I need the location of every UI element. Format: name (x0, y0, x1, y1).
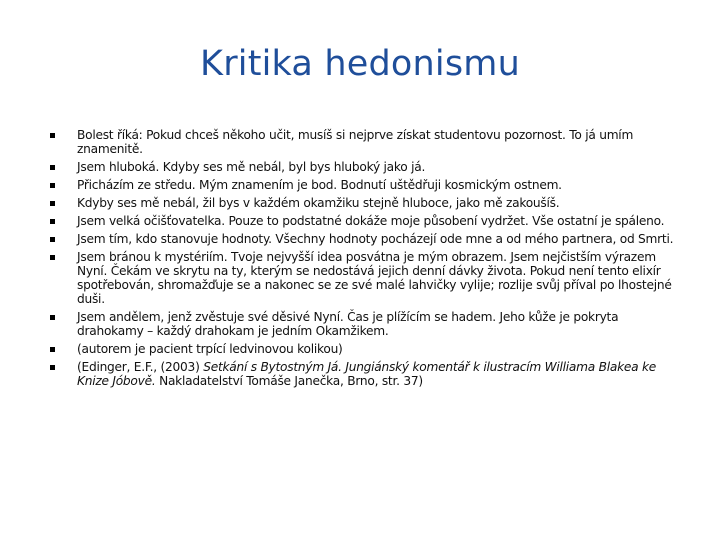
item-text: Jsem bránou k mystériím. Tvoje nejvyšší idea posvátna je mým obrazem. Jsem nejčistším výrazem Nyní. Čekám ve skrytu na ty, kterým se nedostává jejich denní dávky života. Pokud není tento elixír spotřebován, shromažďuje se a nakonec se ze své malé lahvičky vylije; rozlije svůj příval po lhostejné duši. (77, 250, 672, 306)
item-text: Jsem velká očišťovatelka. Pouze to podstatné dokáže moje působení vydržet. Vše ostatní je spáleno. (77, 214, 665, 228)
item-text: Bolest říká: Pokud chceš někoho učit, musíš si nejprve získat studentovu pozornost. To já umím znamenitě. (77, 128, 634, 156)
citation-item (48, 360, 678, 388)
item-text: Jsem hluboká. Kdyby ses mě nebál, byl bys hluboký jako já. (77, 160, 426, 174)
square-bullet-icon (50, 183, 55, 188)
list-item (48, 196, 678, 210)
square-bullet-icon (50, 365, 55, 370)
list-item (48, 250, 678, 306)
list-item (48, 160, 678, 174)
item-text: Jsem andělem, jenž zvěstuje své děsivé Nyní. Čas je plížícím se hadem. Jeho kůže je pokryta drahokamy – každý drahokam je jedním Okamžikem. (77, 310, 619, 338)
item-text: Jsem tím, kdo stanovuje hodnoty. Všechny hodnoty pocházejí ode mne a od mého partnera, od Smrti. (77, 232, 674, 246)
square-bullet-icon (50, 255, 55, 260)
square-bullet-icon (50, 347, 55, 352)
list-item (48, 214, 678, 228)
slide-title: Kritika hedonismu (200, 44, 520, 84)
square-bullet-icon (50, 315, 55, 320)
list-item (48, 232, 678, 246)
item-text: Přicházím ze středu. Mým znamením je bod. Bodnutí uštědřuji kosmickým ostnem. (77, 178, 562, 192)
citation-suffix: Nakladatelství Tomáše Janečka, Brno, str. 37) (155, 374, 423, 388)
square-bullet-icon (50, 201, 55, 206)
square-bullet-icon (50, 165, 55, 170)
citation-prefix: (Edinger, E.F., (2003) (77, 360, 204, 374)
list-item (48, 342, 678, 356)
citation-book-title: Setkání s Bytostným Já. Jungiánský komentář k ilustracím Williama Blakea ke Knize Jóbově. (77, 360, 657, 388)
square-bullet-icon (50, 219, 55, 224)
list-item (48, 128, 678, 156)
list-item (48, 310, 678, 338)
item-text: Kdyby ses mě nebál, žil bys v každém okamžiku stejně hluboce, jako mě zakoušíš. (77, 196, 560, 210)
square-bullet-icon (50, 133, 55, 138)
bullet-list (48, 128, 678, 392)
item-text: (autorem je pacient trpící ledvinovou kolikou) (77, 342, 343, 356)
square-bullet-icon (50, 237, 55, 242)
list-item (48, 178, 678, 192)
